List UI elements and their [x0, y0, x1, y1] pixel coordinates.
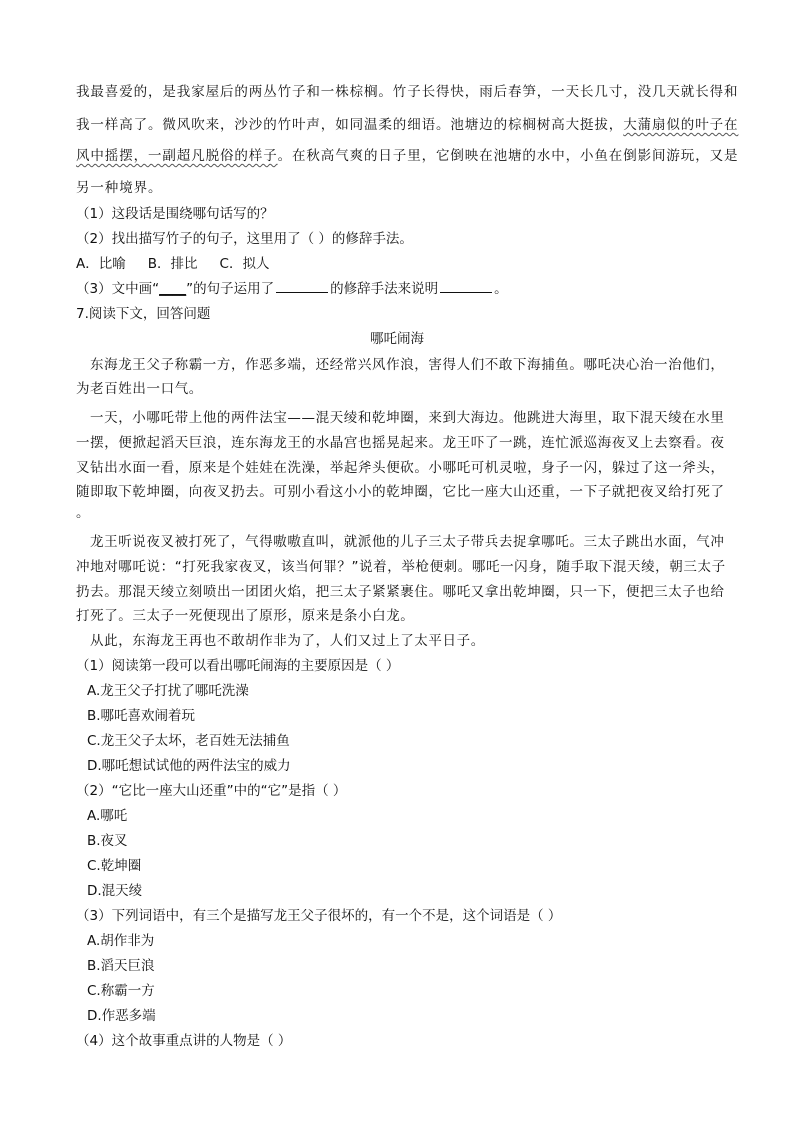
story-p3-line-2: 冲地对哪吒说：“打死我家夜叉，该当何罪？”说着，举枪便刺。哪吒一闪身，随手取下混天绫，朝三太子: [76, 559, 726, 575]
section-7-heading: 7.阅读下文，回答问题: [76, 306, 211, 322]
q7-q3-option-b: B.滔天巨浪: [87, 958, 155, 974]
passage-line-1: 我最喜爱的，是我家屋后的两丛竹子和一株棕榈。竹子长得快，雨后春笋，一天长几寸，没几天就长得和: [76, 84, 739, 100]
story-p4-line-1: 从此，东海龙王再也不敢胡作非为了，人们又过上了太平日子。: [90, 633, 485, 649]
q6-q3-end: 。: [494, 281, 508, 297]
passage-line-3: [76, 146, 739, 166]
story-p3-line-1: 龙王听说夜叉被打死了，气得嗷嗷直叫，就派他的儿子三太子带兵去捉拿哪吒。三太子跳出水面，气冲: [90, 534, 725, 550]
q7-q2-option-b: B.夜叉: [87, 833, 128, 849]
q7-q1-option-b: B.哪吒喜欢闹着玩: [87, 708, 196, 724]
q7-q2-option-a: A.哪吒: [87, 808, 128, 824]
q7-question-2: （2）“它比一座大山还重”中的“它”是指（ ）: [76, 783, 347, 799]
wavy-underlined-sentence: 大蒲扇似的叶子在: [623, 117, 739, 133]
q6-question-2: （2）找出描写竹子的句子，这里用了（ ）的修辞手法。: [76, 231, 413, 247]
q7-q1-option-c: C.龙王父子太坏，老百姓无法捕鱼: [87, 733, 290, 749]
story-p3-line-3: 扔去。那混天绫立刻喷出一团团火焰，把三太子紧紧裹住。哪吒又拿出乾坤圈，只一下，便把三太子也给: [76, 584, 725, 600]
q6-q3-quote-mark: ____: [159, 281, 187, 297]
q6-q3-prefix: （3）文中画“: [76, 281, 160, 297]
q6-question-3: [76, 279, 726, 299]
q6-option-c: C．拟人: [219, 256, 270, 272]
passage-line-2: [76, 115, 739, 135]
passage-line-2-text: 我一样高了。微风吹来，沙沙的竹叶声，如同温柔的细语。池塘边的棕榈树高大挺拔，: [76, 117, 624, 133]
story-p2-line-5: 。: [76, 505, 91, 521]
q6-option-b: B．排比: [147, 256, 198, 272]
passage-line-4: 另一种境界。: [76, 180, 163, 196]
wavy-underlined-sentence-cont: 风中摇摆，一副超凡脱俗的样子: [76, 148, 278, 164]
q6-options: [76, 254, 726, 274]
q7-question-1: （1）阅读第一段可以看出哪吒闹海的主要原因是（ ）: [76, 658, 400, 674]
passage-line-3-text: 。在秋高气爽的日子里，它倒映在池塘的水中，小鱼在倒影间游玩，又是: [277, 148, 739, 164]
story-p2-line-4: 随即取下乾坤圈，向夜叉扔去。可别小看这小小的乾坤圈，它比一座大山还重，一下子就把夜叉给打死了: [76, 484, 725, 500]
q7-q1-option-a: A.龙王父子打扰了哪吒洗澡: [87, 683, 249, 699]
story-p1-line-1: 东海龙王父子称霸一方，作恶多端，还经常兴风作浪，害得人们不敢下海捕鱼。哪吒决心治一治他们，: [90, 357, 725, 373]
q6-q3-middle: ”的句子运用了: [186, 281, 275, 297]
story-p1-line-2: 为老百姓出一口气。: [76, 381, 203, 397]
q7-q3-option-a: A.胡作非为: [87, 933, 155, 949]
q7-q3-option-c: C.称霸一方: [87, 983, 155, 999]
q7-q3-option-d: D.作恶多端: [87, 1008, 156, 1024]
q6-q3-middle-2: 的修辞手法来说明: [330, 281, 439, 297]
story-title: 哪吒闹海: [370, 331, 424, 347]
q7-question-3: （3）下列词语中，有三个是描写龙王父子很坏的，有一个不是，这个词语是（ ）: [76, 908, 562, 924]
story-p3-line-4: 打死了。三太子一死便现出了原形，原来是条小白龙。: [76, 608, 415, 624]
q7-q2-option-d: D.混天绫: [87, 883, 143, 899]
q6-option-a: A．比喻: [76, 256, 126, 272]
q7-q1-option-d: D.哪吒想试试他的两件法宝的威力: [87, 758, 291, 774]
story-p2-line-3: 叉钻出水面一看，原来是个娃娃在洗澡，举起斧头便砍。小哪吒可机灵啦，身子一闪，躲过了这一斧头，: [76, 460, 725, 476]
answer-blank-1[interactable]: [276, 280, 328, 293]
q7-question-4: （4）这个故事重点讲的人物是（ ）: [76, 1033, 292, 1049]
q7-q2-option-c: C.乾坤圈: [87, 858, 142, 874]
story-p2-line-2: 一摆，便掀起滔天巨浪，连东海龙王的水晶宫也摇晃起来。龙王吓了一跳，连忙派巡海夜叉上去察看。夜: [76, 435, 725, 451]
q6-question-1: （1）这段话是围绕哪句话写的？: [76, 206, 274, 222]
story-p2-line-1: 一天，小哪吒带上他的两件法宝——混天绫和乾坤圈，来到大海边。他跳进大海里，取下混天绫在水里: [90, 410, 725, 426]
answer-blank-2[interactable]: [440, 280, 492, 293]
